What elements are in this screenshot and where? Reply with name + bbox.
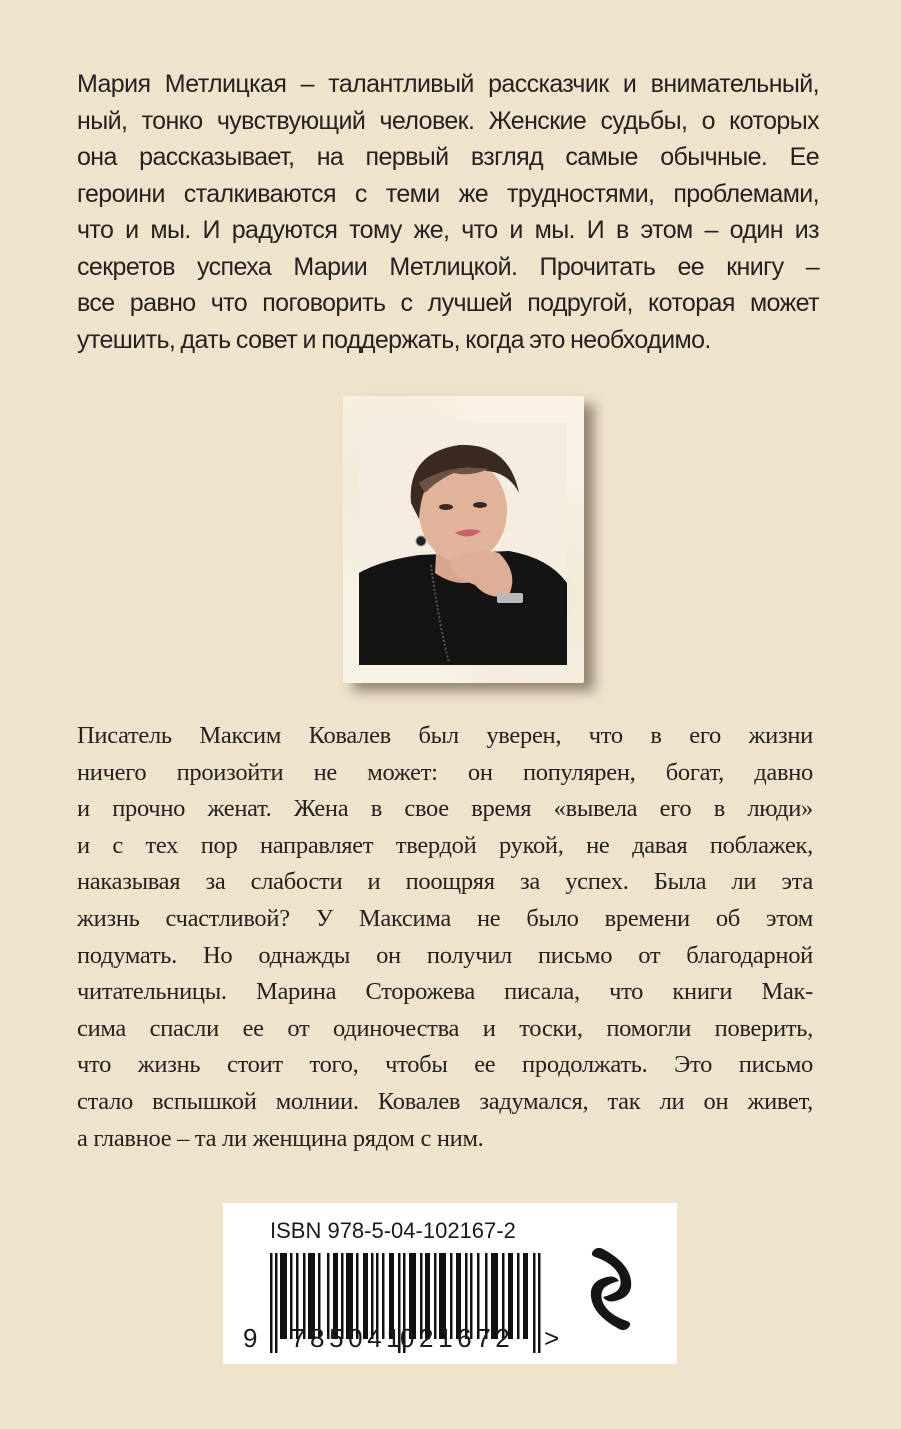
text-line: утешить, дать совет и поддержать, когда это необходимо. — [77, 325, 711, 354]
ean-quiet-zone-marker: > — [544, 1323, 560, 1353]
text-line: читательницы. Марина Сторожева писала, что книги Мак- — [77, 978, 813, 1006]
book-annotation-text — [77, 718, 813, 1157]
ean-right-group: 021672 — [400, 1323, 515, 1353]
text-line: а главное – та ли женщина рядом с ним. — [77, 1124, 484, 1152]
text-line: все равно что поговорить с лучшей подругой, которая может — [77, 289, 819, 317]
text-line: она рассказывает, на первый взгляд самые обычные. Ее — [77, 143, 819, 171]
text-line: ный, тонко чувствующий человек. Женские судьбы, о которых — [77, 106, 819, 135]
text-line: жизнь счастливой? У Максима не было времени об этом — [77, 904, 813, 932]
text-line: наказывая за слабости и поощряя за успех. Была ли эта — [77, 868, 813, 896]
text-line: ничего произойти не может: он популярен, богат, давно — [77, 758, 813, 786]
ean-first-digit: 9 — [243, 1323, 258, 1353]
text-line: Мария Метлицкая – талантливый рассказчик и внимательный, — [77, 70, 819, 98]
author-photo-frame — [343, 396, 584, 683]
isbn-label: ISBN 978-5-04-102167-2 — [270, 1218, 516, 1243]
text-line: что жизнь стоит того, чтобы ее продолжать. Это письмо — [77, 1051, 813, 1079]
text-line: и с тех пор направляет твердой рукой, не давая поблажек, — [77, 831, 813, 859]
barcode-panel — [223, 1203, 677, 1364]
text-line: героини сталкиваются с теми же трудностями, проблемами, — [77, 179, 819, 208]
text-line: и прочно женат. Жена в свое время «вывела его в люди» — [77, 795, 813, 823]
text-line: Писатель Максим Ковалев был уверен, что в его жизни — [77, 722, 813, 749]
about-author-text — [77, 66, 819, 358]
author-photo — [359, 423, 567, 665]
text-line: подумать. Но однажды он получил письмо от благодарной — [77, 941, 813, 969]
ean-left-group: 785041 — [291, 1323, 406, 1353]
text-line: секретов успеха Марии Метлицкой. Прочитать ее книгу – — [77, 252, 819, 281]
text-line: сима спасли ее от одиночества и тоски, помогли поверить, — [77, 1014, 813, 1042]
text-line: что и мы. И радуются тому же, что и мы. И в этом – один из — [77, 216, 819, 244]
text-line: стало вспышкой молнии. Ковалев задумался, так ли он живет, — [77, 1087, 813, 1115]
eksmo-logo-icon — [583, 1243, 639, 1335]
